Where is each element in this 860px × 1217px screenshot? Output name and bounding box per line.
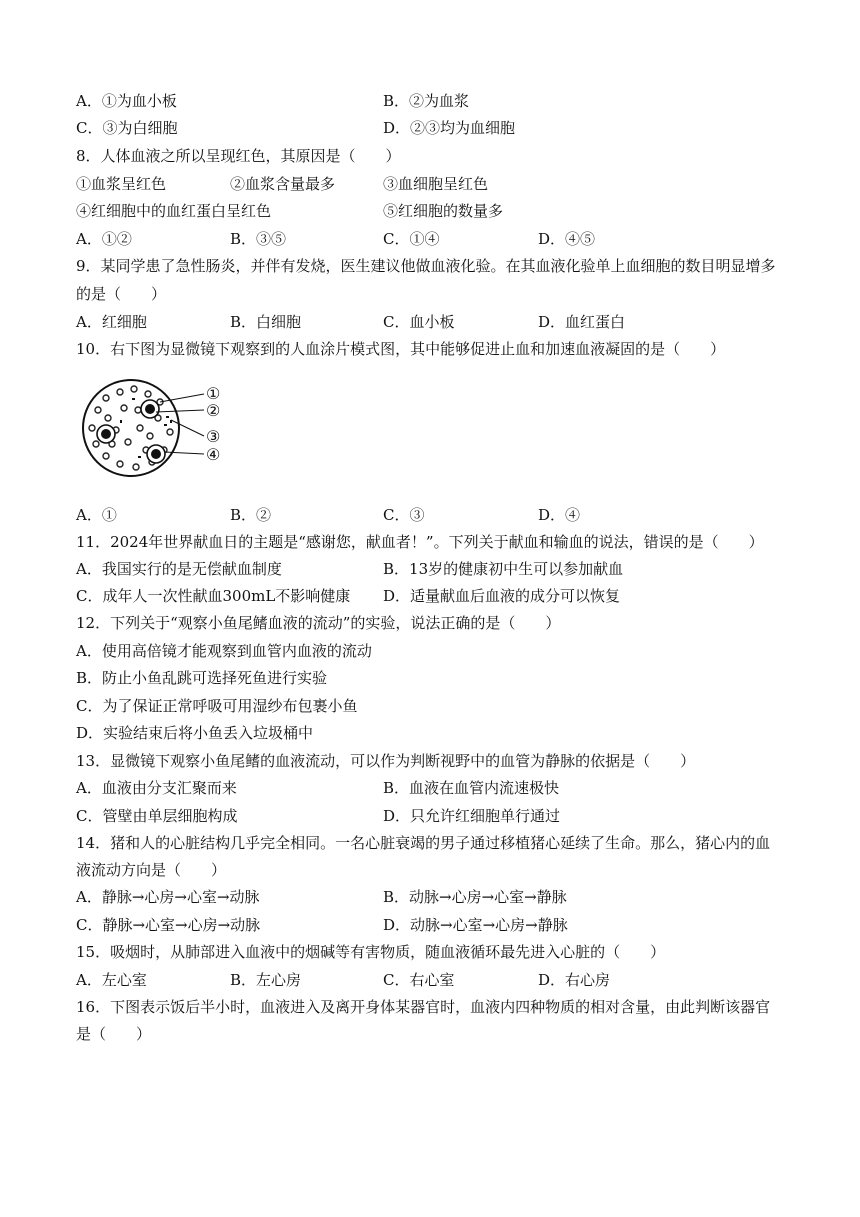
q11-option-b: B．13岁的健康初中生可以参加献血 — [383, 560, 624, 578]
label-4: ④ — [206, 445, 221, 464]
q8-statement-1: ①血浆呈红色 — [76, 175, 167, 193]
q10-option-d: D．④ — [538, 506, 581, 524]
q15-option-b: B．左心房 — [230, 971, 302, 989]
q14-stem-line2: 液流动方向是（ ） — [76, 861, 227, 879]
q14-stem-line1: 14．猪和人的心脏结构几乎完全相同。一名心脏衰竭的男子通过移植猪心延续了生命。那么，猪心内的血 — [76, 834, 771, 852]
q7-option-a: A．①为血小板 — [76, 92, 177, 110]
q10-option-a: A．① — [76, 506, 117, 524]
q11-option-d: D．适量献血后血液的成分可以恢复 — [383, 587, 621, 605]
q8-statement-4: ④红细胞中的血红蛋白呈红色 — [76, 202, 272, 220]
q14-option-c: C．静脉→心室→心房→动脉 — [76, 916, 261, 934]
q7-option-c: C．③为白细胞 — [76, 119, 178, 137]
q12-stem: 12．下列关于“观察小鱼尾鳍血液的流动”的实验，说法正确的是（ ） — [76, 614, 561, 632]
q13-stem: 13．显微镜下观察小鱼尾鳍的血液流动，可以作为判断视野中的血管为静脉的依据是（ ） — [76, 752, 696, 770]
q13-option-a: A．血液由分支汇聚而来 — [76, 779, 237, 797]
q12-option-c: C．为了保证正常呼吸可用湿纱布包裹小鱼 — [76, 697, 358, 715]
microscope-field — [83, 380, 179, 476]
q8-option-c: C．①④ — [383, 230, 440, 248]
q8-option-d: D．④⑤ — [538, 230, 596, 248]
q8-option-b: B．③⑤ — [230, 230, 287, 248]
label-3: ③ — [206, 427, 221, 446]
q15-option-a: A．左心室 — [76, 971, 147, 989]
q14-option-a: A．静脉→心房→心室→动脉 — [76, 888, 260, 906]
q10-option-b: B．② — [230, 506, 272, 524]
q14-option-b: B．动脉→心房→心室→静脉 — [383, 888, 567, 906]
q10-option-c: C．③ — [383, 506, 425, 524]
label-2: ② — [206, 401, 221, 420]
q15-stem: 15．吸烟时，从肺部进入血液中的烟碱等有害物质，随血液循环最先进入心脏的（ ） — [76, 943, 666, 961]
q13-option-d: D．只允许红细胞单行通过 — [383, 807, 561, 825]
q15-option-d: D．右心房 — [538, 971, 611, 989]
q11-stem: 11．2024年世界献血日的主题是“感谢您，献血者！”。下列关于献血和输血的说法，错误的是（ ） — [76, 533, 764, 551]
q7-option-d: D．②③均为血细胞 — [383, 119, 516, 137]
q13-option-c: C．管壁由单层细胞构成 — [76, 807, 238, 825]
q8-option-a: A．①② — [76, 230, 132, 248]
q9-option-b: B．白细胞 — [230, 313, 302, 331]
q12-option-a: A．使用高倍镜才能观察到血管内血液的流动 — [76, 642, 372, 660]
q9-option-c: C．血小板 — [383, 313, 455, 331]
label-1: ① — [206, 384, 221, 403]
q8-statement-5: ⑤红细胞的数量多 — [383, 202, 504, 220]
q7-option-b: B．②为血浆 — [383, 92, 470, 110]
blood-smear-diagram — [76, 370, 246, 490]
q16-stem-line1: 16．下图表示饭后半小时，血液进入及离开身体某器官时，血液内四种物质的相对含量，由此判断该器官 — [76, 998, 771, 1016]
q9-stem-line1: 9．某同学患了急性肠炎，并伴有发烧，医生建议他做血液化验。在其血液化验单上血细胞的数目明显增多 — [76, 257, 776, 275]
q8-statement-3: ③血细胞呈红色 — [383, 175, 489, 193]
q11-option-a: A．我国实行的是无偿献血制度 — [76, 560, 282, 578]
q11-option-c: C．成年人一次性献血300mL不影响健康 — [76, 587, 351, 605]
q9-option-d: D．血红蛋白 — [538, 313, 626, 331]
q16-stem-line2: 是（ ） — [76, 1025, 152, 1043]
q8-statement-2: ②血浆含量最多 — [230, 175, 336, 193]
q15-option-c: C．右心室 — [383, 971, 455, 989]
q9-option-a: A．红细胞 — [76, 313, 147, 331]
q13-option-b: B．血液在血管内流速极快 — [383, 779, 560, 797]
q10-stem: 10．右下图为显微镜下观察到的人血涂片模式图，其中能够促进止血和加速血液凝固的是（ ） — [76, 340, 726, 358]
q9-stem-line2: 的是（ ） — [76, 285, 167, 303]
q12-option-d: D．实验结束后将小鱼丢入垃圾桶中 — [76, 724, 314, 742]
q14-option-d: D．动脉→心室→心房→静脉 — [383, 916, 568, 934]
q12-option-b: B．防止小鱼乱跳可选择死鱼进行实验 — [76, 669, 328, 687]
q8-stem: 8．人体血液之所以呈现红色，其原因是（ ） — [76, 147, 401, 165]
